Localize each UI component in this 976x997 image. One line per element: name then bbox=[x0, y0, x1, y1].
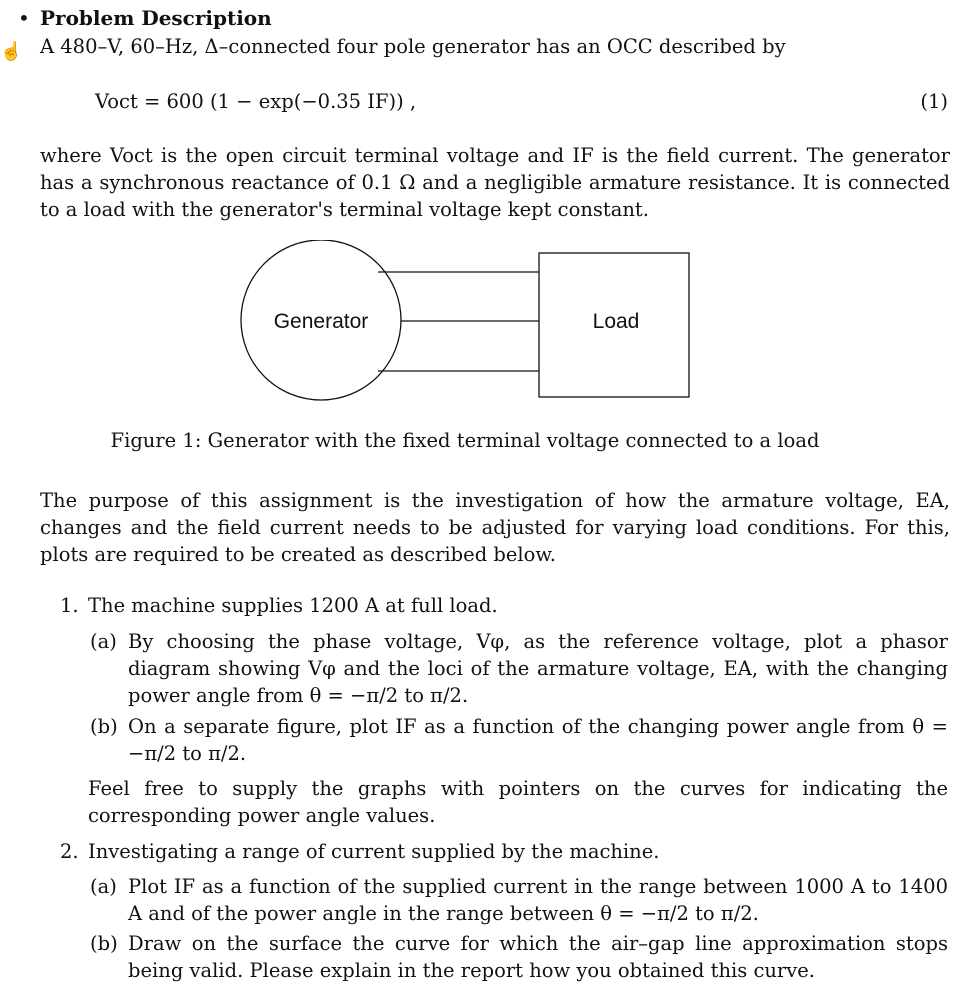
paragraph-1: where Voct is the open circuit terminal voltage and IF is the field current. The generator has a synchronous reactance of 0.1 Ω and a negligible armature resistance. It is connected to a load with the generator's terminal voltage kept constant. bbox=[40, 144, 950, 221]
equation: Voct = 600 (1 − exp(−0.35 IF)) , bbox=[95, 90, 417, 113]
subitem-1a-text: By choosing the phase voltage, Vφ, as the reference voltage, plot a phasor diagram showing Vφ and the loci of the armature voltage, EA, with the changing power angle from θ = −π/2 to π/2. bbox=[128, 630, 948, 707]
list-item-2-text: Investigating a range of current supplied by the machine. bbox=[88, 840, 660, 863]
subitem-2b-label: (b) bbox=[90, 932, 118, 955]
bullet-marker: • bbox=[18, 6, 30, 30]
figure-caption: Figure 1: Generator with the fixed terminal voltage connected to a load bbox=[110, 429, 820, 452]
subitem-1b-text: On a separate figure, plot IF as a function of the changing power angle from θ = −π/2 to π/2. bbox=[128, 715, 948, 765]
subitem-2a-text: Plot IF as a function of the supplied current in the range between 1000 A to 1400 A and of the power angle in the range between θ = −π/2 to π/2. bbox=[128, 875, 948, 925]
section-heading: Problem Description bbox=[40, 6, 272, 30]
figure-diagram bbox=[230, 240, 700, 410]
generator-label: Generator bbox=[273, 310, 369, 333]
equation-number: (1) bbox=[920, 90, 948, 113]
paragraph-2: The purpose of this assignment is the investigation of how the armature voltage, EA, changes and the field current needs to be adjusted for varying load conditions. For this, plots are required to be created as described below. bbox=[40, 489, 950, 566]
list-number-1: 1. bbox=[60, 594, 79, 617]
subitem-2b-text: Draw on the surface the curve for which the air–gap line approximation stops being valid. Please explain in the report how you obtained this curve. bbox=[128, 932, 948, 982]
item-1-note: Feel free to supply the graphs with pointers on the curves for indicating the corresponding power angle values. bbox=[88, 777, 948, 827]
hand-cursor-icon: ☝ bbox=[0, 41, 23, 62]
list-number-2: 2. bbox=[60, 840, 79, 863]
list-item-1-text: The machine supplies 1200 A at full load. bbox=[88, 594, 498, 617]
subitem-2a-label: (a) bbox=[90, 875, 117, 898]
intro-text: A 480–V, 60–Hz, Δ–connected four pole generator has an OCC described by bbox=[40, 35, 786, 58]
subitem-1b-label: (b) bbox=[90, 715, 118, 738]
load-label: Load bbox=[592, 310, 640, 333]
subitem-1a-label: (a) bbox=[90, 630, 117, 653]
